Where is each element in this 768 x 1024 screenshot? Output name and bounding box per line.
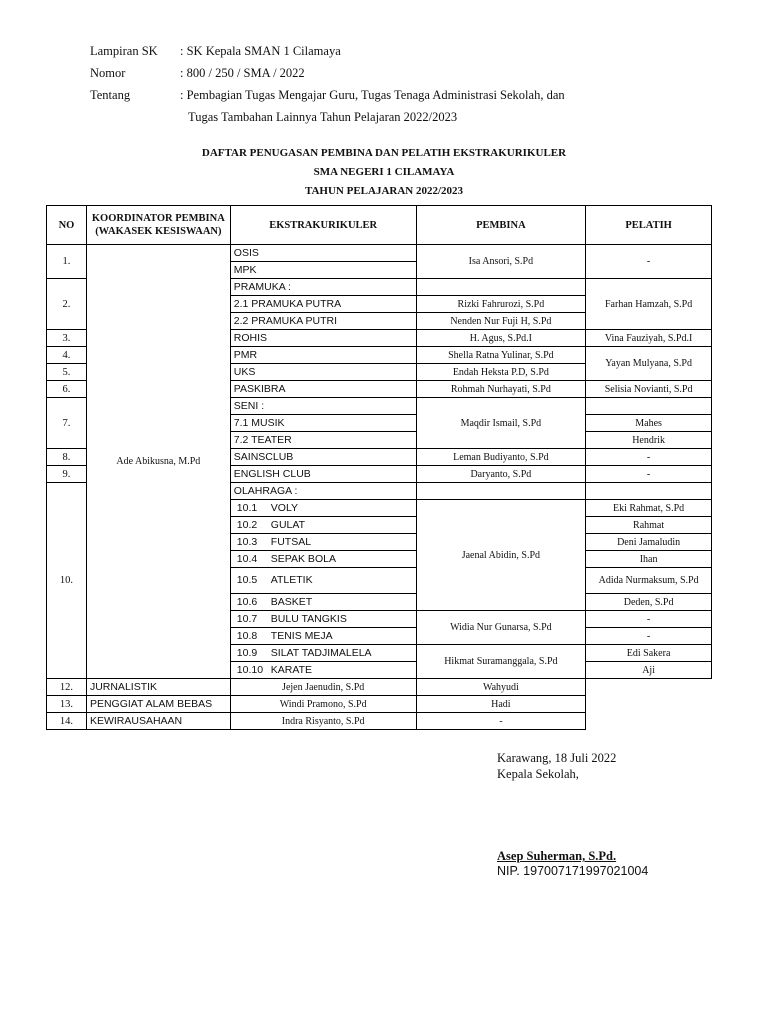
sub-number: 10.6 (236, 595, 258, 608)
pelatih-cell: Yayan Mulyana, S.Pd (586, 347, 712, 381)
ekskul-cell (230, 534, 416, 551)
row-number: 4. (47, 347, 87, 364)
sub-number: 10.10 (236, 663, 264, 676)
tentang-label: Tentang (90, 88, 131, 102)
signer-nip: NIP. 197007171997021004 (497, 864, 649, 878)
ekskul-cell (230, 594, 416, 611)
lampiran-label: Lampiran SK (90, 44, 158, 58)
ekskul-cell: JURNALISTIK (86, 679, 230, 696)
pelatih-cell: Adida Nurmaksum, S.Pd (586, 568, 712, 594)
sub-name: FUTSAL (270, 535, 312, 548)
sub-number: 10.7 (236, 612, 258, 625)
pelatih-cell (586, 398, 712, 415)
pelatih-cell: - (586, 466, 712, 483)
pelatih-cell: Wahyudi (416, 679, 586, 696)
pelatih-cell: Deni Jamaludin (586, 534, 712, 551)
row-number: 14. (47, 713, 87, 730)
nomor-row (90, 62, 565, 84)
sub-name: BULU TANGKIS (270, 612, 347, 625)
pelatih-cell: Selisia Novianti, S.Pd (586, 381, 712, 398)
pembina-cell: Leman Budiyanto, S.Pd (416, 449, 586, 466)
pembina-cell: Endah Heksta P.D, S.Pd (416, 364, 586, 381)
ekskul-cell: UKS (230, 364, 416, 381)
pelatih-cell: Edi Sakera (586, 645, 712, 662)
header-ekskul: EKSTRAKURIKULER (230, 206, 416, 245)
sub-name: GULAT (270, 518, 306, 531)
signature-block (497, 750, 616, 782)
pembina-cell: Indra Risyanto, S.Pd (230, 713, 416, 730)
sub-number: 10.2 (236, 518, 258, 531)
ekskul-cell: KEWIRAUSAHAAN (86, 713, 230, 730)
pelatih-cell: Rahmat (586, 517, 712, 534)
row-number: 10. (47, 483, 87, 679)
ekskul-cell: MPK (230, 262, 416, 279)
ekskul-cell: OLAHRAGA : (230, 483, 416, 500)
ekskul-cell: SENI : (230, 398, 416, 415)
pembina-cell: Rizki Fahrurozi, S.Pd (416, 296, 586, 313)
pelatih-cell: - (586, 611, 712, 628)
lampiran-row (90, 40, 565, 62)
pelatih-cell: Hendrik (586, 432, 712, 449)
row-number: 7. (47, 398, 87, 449)
sub-number: 10.9 (236, 646, 258, 659)
ekskul-cell: 2.2 PRAMUKA PUTRI (230, 313, 416, 330)
ekskul-cell: OSIS (230, 245, 416, 262)
pembina-cell (416, 279, 586, 296)
table-row (47, 679, 712, 696)
nomor-value: : 800 / 250 / SMA / 2022 (180, 66, 305, 80)
pelatih-cell: Deden, S.Pd (586, 594, 712, 611)
document-titles (0, 144, 768, 201)
pembina-cell: Hikmat Suramanggala, S.Pd (416, 645, 586, 679)
pelatih-cell: - (416, 713, 586, 730)
ekskul-cell: ROHIS (230, 330, 416, 347)
ekskul-cell: PENGGIAT ALAM BEBAS (86, 696, 230, 713)
pelatih-cell: Ihan (586, 551, 712, 568)
pelatih-cell: - (586, 628, 712, 645)
row-number: 3. (47, 330, 87, 347)
sub-number: 10.4 (236, 552, 258, 565)
ekskul-cell: 2.1 PRAMUKA PUTRA (230, 296, 416, 313)
sub-number: 10.1 (236, 501, 258, 514)
table-row (47, 245, 712, 262)
pelatih-cell (586, 483, 712, 500)
pembina-cell: Jaenal Abidin, S.Pd (416, 500, 586, 611)
ekskul-cell (230, 628, 416, 645)
koordinator-cell: Ade Abikusna, M.Pd (86, 245, 230, 679)
pembina-cell: Rohmah Nurhayati, S.Pd (416, 381, 586, 398)
pelatih-cell: - (586, 449, 712, 466)
header-no: NO (47, 206, 87, 245)
row-number: 13. (47, 696, 87, 713)
pembina-cell: Widia Nur Gunarsa, S.Pd (416, 611, 586, 645)
tentang-row (90, 84, 565, 106)
ekskul-cell (230, 611, 416, 628)
pembina-cell: Maqdir Ismail, S.Pd (416, 398, 586, 449)
table-row (47, 696, 712, 713)
sub-name: SEPAK BOLA (270, 552, 336, 565)
sub-name: BASKET (270, 595, 313, 608)
pembina-cell: Isa Ansori, S.Pd (416, 245, 586, 279)
pembina-cell: Windi Pramono, S.Pd (230, 696, 416, 713)
row-number: 1. (47, 245, 87, 279)
title-line-1: DAFTAR PENUGASAN PEMBINA DAN PELATIH EKSTRAKURIKULER (201, 147, 567, 159)
header-koordinator: KOORDINATOR PEMBINA (WAKASEK KESISWAAN) (86, 206, 230, 245)
ekskul-cell: 7.2 TEATER (230, 432, 416, 449)
table-row (47, 713, 712, 730)
header-pembina: PEMBINA (416, 206, 586, 245)
ekskul-cell (230, 645, 416, 662)
ekskul-cell (230, 500, 416, 517)
signer-name: Asep Suherman, S.Pd. (497, 849, 617, 863)
pelatih-cell: Farhan Hamzah, S.Pd (586, 279, 712, 330)
pelatih-cell: Aji (586, 662, 712, 679)
sub-name: ATLETIK (270, 574, 313, 586)
tentang-value-continued: Tugas Tambahan Lainnya Tahun Pelajaran 2022/2023 (188, 110, 458, 124)
row-number: 6. (47, 381, 87, 398)
table-header-row (47, 206, 712, 245)
sub-number: 10.5 (236, 574, 258, 586)
pembina-cell: Shella Ratna Yulinar, S.Pd (416, 347, 586, 364)
ekskul-cell (230, 517, 416, 534)
pelatih-cell: Hadi (416, 696, 586, 713)
pembina-cell (416, 483, 586, 500)
header-pelatih: PELATIH (586, 206, 712, 245)
pelatih-cell: Eki Rahmat, S.Pd (586, 500, 712, 517)
ekskul-cell: ENGLISH CLUB (230, 466, 416, 483)
sub-number: 10.8 (236, 629, 258, 642)
sub-name: SILAT TADJIMALELA (270, 646, 372, 659)
tentang-value: : Pembagian Tugas Mengajar Guru, Tugas Tenaga Administrasi Sekolah, dan (180, 88, 565, 102)
ekskul-cell: SAINSCLUB (230, 449, 416, 466)
sub-number: 10.3 (236, 535, 258, 548)
ekskul-cell (230, 568, 416, 594)
ekskul-cell: PASKIBRA (230, 381, 416, 398)
row-number: 8. (47, 449, 87, 466)
place-date: Karawang, 18 Juli 2022 (497, 751, 617, 765)
row-number: 5. (47, 364, 87, 381)
pelatih-cell: Mahes (586, 415, 712, 432)
title-line-2: SMA NEGERI 1 CILAMAYA (313, 166, 455, 178)
row-number: 12. (47, 679, 87, 696)
pembina-cell: H. Agus, S.Pd.I (416, 330, 586, 347)
row-number: 9. (47, 466, 87, 483)
pelatih-cell: - (586, 245, 712, 279)
nomor-label: Nomor (90, 66, 126, 80)
title-line-3: TAHUN PELAJARAN 2022/2023 (304, 185, 464, 197)
sub-name: TENIS MEJA (270, 629, 333, 642)
assignment-table (46, 205, 712, 730)
ekskul-cell: 7.1 MUSIK (230, 415, 416, 432)
pembina-cell: Daryanto, S.Pd (416, 466, 586, 483)
pembina-cell: Nenden Nur Fuji H, S.Pd (416, 313, 586, 330)
ekskul-cell: PRAMUKA : (230, 279, 416, 296)
pembina-cell: Jejen Jaenudin, S.Pd (230, 679, 416, 696)
document-header (90, 40, 565, 128)
ekskul-cell: PMR (230, 347, 416, 364)
sub-name: VOLY (270, 501, 299, 514)
signer-position: Kepala Sekolah, (497, 767, 579, 781)
row-number: 2. (47, 279, 87, 330)
ekskul-cell (230, 662, 416, 679)
pelatih-cell: Vina Fauziyah, S.Pd.I (586, 330, 712, 347)
ekskul-cell (230, 551, 416, 568)
sub-name: KARATE (270, 663, 313, 676)
lampiran-value: : SK Kepala SMAN 1 Cilamaya (180, 44, 341, 58)
